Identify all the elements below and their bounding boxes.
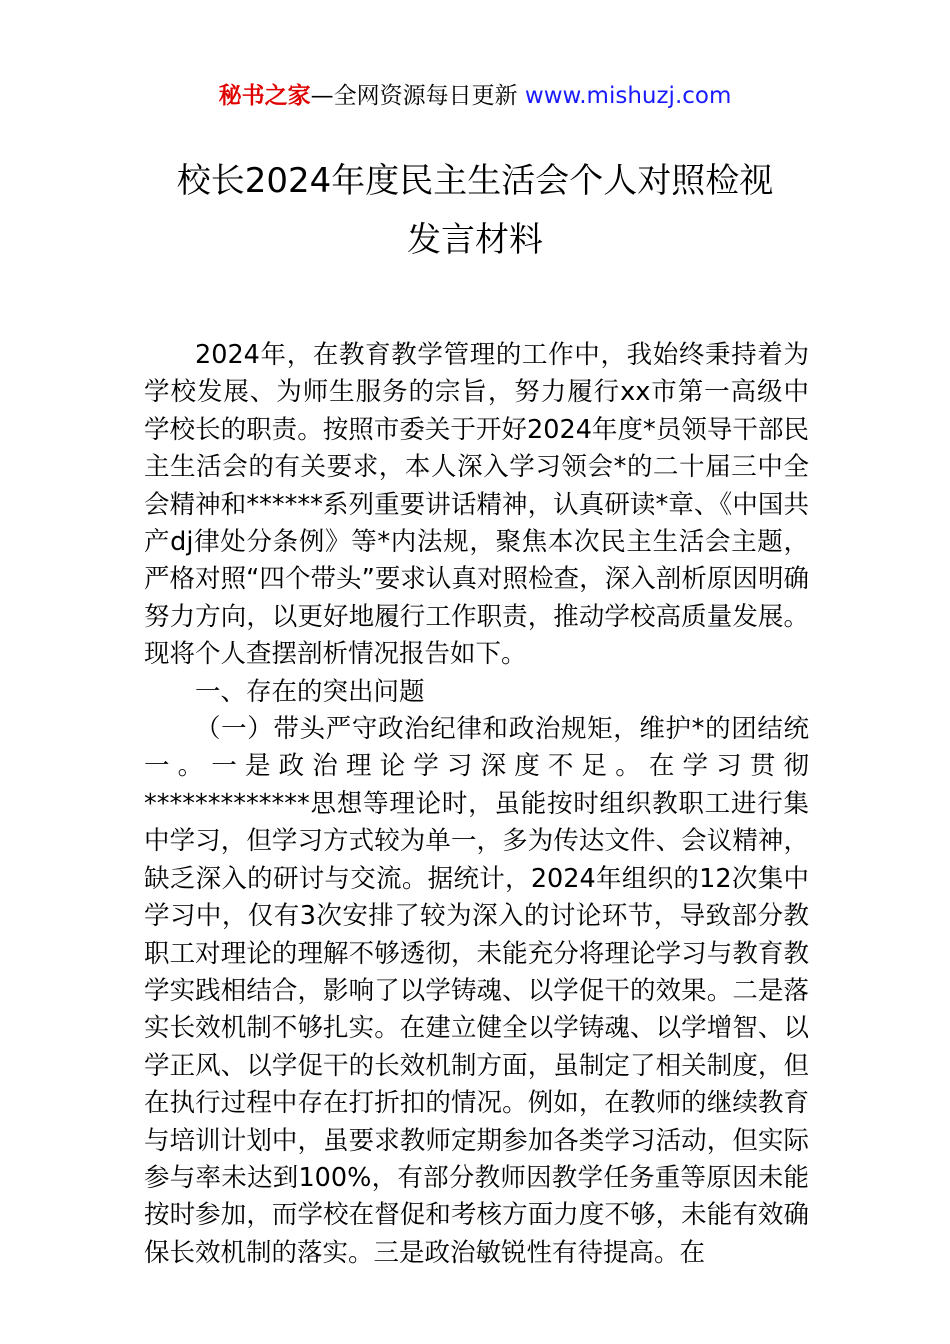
site-url-link[interactable]: www.mishuzj.com: [524, 83, 732, 109]
subsection-paragraph: （一）带头严守政治纪律和政治规矩，维护*的团结统一。一是政治理论学习深度不足。在学习贯彻*************思想等理论时，虽能按时组织教职工进行集中学习，但学习方式较为单一，多为传达文件、会议精神，缺乏深入的研讨与交流。据统计，2024年组织的12次集中学习中，仅有3次安排了较为深入的讨论环节，导致部分教职工对理论的理解不够透彻，未能充分将理论学习与教育教学实践相结合，影响了以学铸魂、以学促干的效果。二是落实长效机制不够扎实。在建立健全以学铸魂、以学增智、以学正风、以学促干的长效机制方面，虽制定了相关制度，但在执行过程中存在打折扣的情况。例如，在教师的继续教育与培训计划中，虽要求教师定期参加各类学习活动，但实际参与率未达到100%，有部分教师因教学任务重等原因未能按时参加，而学校在督促和考核方面力度不够，未能有效确保长效机制的落实。三是政治敏锐性有待提高。在: [144, 714, 809, 1268]
intro-paragraph: 2024年，在教育教学管理的工作中，我始终秉持着为学校发展、为师生服务的宗旨，努力履行xx市第一高级中学校长的职责。按照市委关于开好2024年度*员领导干部民主生活会的有关要求，本人深入学习领会*的二十届三中全会精神和******系列重要讲话精神，认真研读*章、《中国共产dj律处分条例》等*内法规，聚焦本次民主生活会主题，严格对照“四个带头”要求认真对照检查，深入剖析原因明确努力方向，以更好地履行工作职责，推动学校高质量发展。现将个人查摆剖析情况报告如下。: [144, 340, 809, 670]
document-title-line-2: 发言材料: [407, 220, 543, 260]
site-header: [0, 78, 950, 114]
site-tagline: —全网资源每日更新: [310, 83, 518, 109]
document-body: [144, 337, 809, 1272]
site-name: 秘书之家: [218, 83, 311, 109]
document-title-line-1: 校长2024年度民主生活会个人对照检视: [176, 161, 774, 201]
document-title: [100, 152, 850, 270]
section-heading: 一、存在的突出问题: [195, 676, 425, 707]
